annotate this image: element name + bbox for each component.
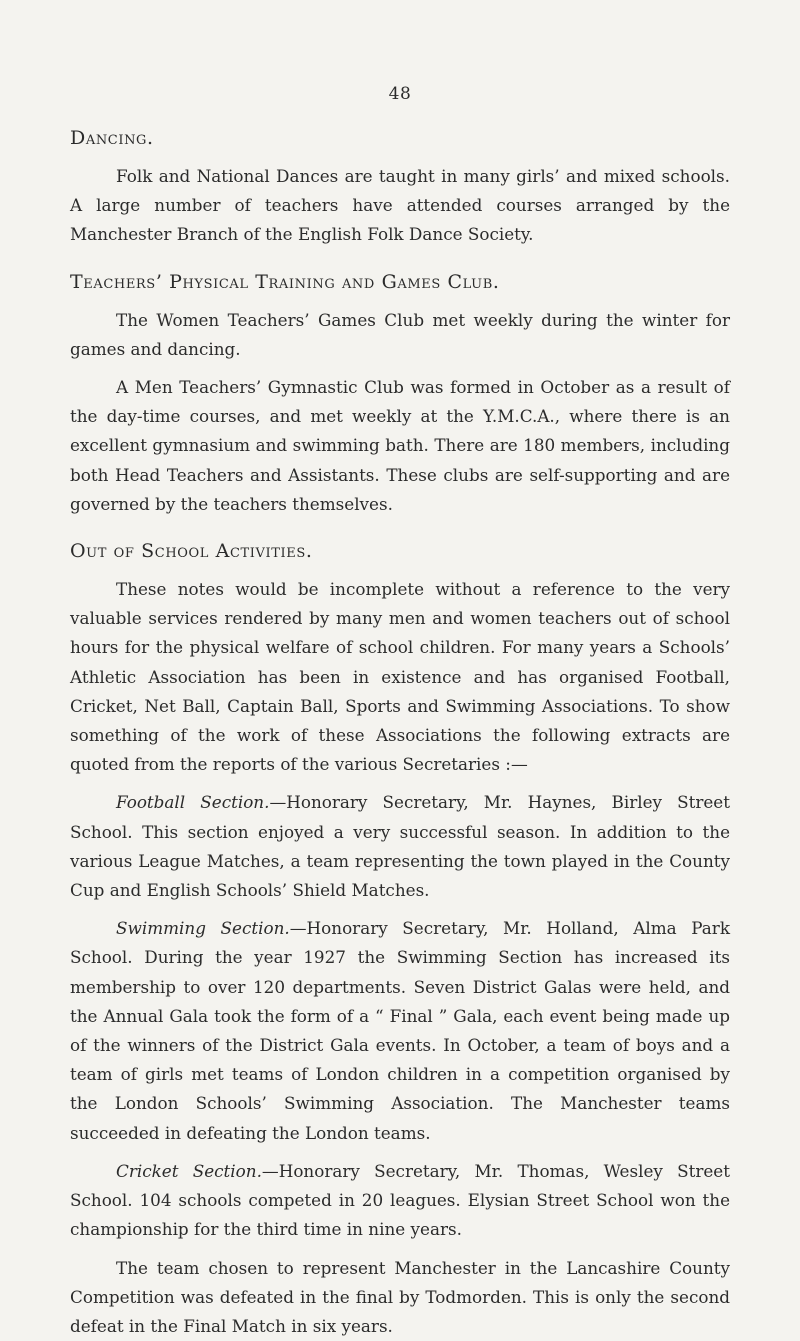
teachers-club-paragraph-2: A Men Teachers’ Gymnastic Club was formed in October as a result of the day-time courses, and met weekly at the Y.M.C.A., where there is an excellent gymnasium and swimming bath. There are 180 members, including both Head Teachers and Assistants. These clubs are self-supporting and are governed by the teachers themselves. bbox=[70, 373, 730, 519]
cricket-section-text: —Honorary Secretary, Mr. Thomas, Wesley Street School. 104 schools competed in 20 leagues. Elysian Street School won the championship for the third time in nine years. bbox=[70, 1161, 730, 1239]
swimming-section-text: —Honorary Secretary, Mr. Holland, Alma Park School. During the year 1927 the Swimming Section has increased its membership to over 120 departments. Seven District Galas were held, and the Annual Gala took the form of a “ Final ” Gala, each event being made up of the winners of the District Gala events. In October, a team of boys and a team of girls met teams of London children in a competition organised by the London Schools’ Swimming Association. The Manchester teams succeeded in defeating the London teams. bbox=[70, 918, 730, 1142]
teachers-club-heading: Teachers’ Physical Training and Games Club. bbox=[70, 268, 730, 296]
swimming-section-paragraph bbox=[70, 914, 730, 1148]
dancing-heading: Dancing. bbox=[70, 124, 730, 152]
cricket-section-paragraph bbox=[70, 1157, 730, 1245]
teachers-club-paragraph-1: The Women Teachers’ Games Club met weekly during the winter for games and dancing. bbox=[70, 306, 730, 364]
football-section-title: Football Section. bbox=[116, 792, 269, 812]
out-of-school-heading: Out of School Activities. bbox=[70, 537, 730, 565]
cricket-section-title: Cricket Section. bbox=[116, 1161, 262, 1181]
football-section-paragraph bbox=[70, 788, 730, 905]
swimming-section-title: Swimming Section. bbox=[116, 918, 290, 938]
closing-paragraph: The team chosen to represent Manchester in the Lancashire County Competition was defeated in the final by Todmorden. This is only the second defeat in the Final Match in six years. bbox=[70, 1254, 730, 1341]
dancing-paragraph: Folk and National Dances are taught in many girls’ and mixed schools. A large number of teachers have attended courses arranged by the Manchester Branch of the English Folk Dance Society. bbox=[70, 162, 730, 250]
football-section-text: —Honorary Secretary, Mr. Haynes, Birley Street School. This section enjoyed a very successful season. In addition to the various League Matches, a team representing the town played in the County Cup and English Schools’ Shield Matches. bbox=[70, 792, 730, 900]
page-body bbox=[70, 124, 730, 1341]
out-of-school-intro: These notes would be incomplete without a reference to the very valuable services rendered by many men and women teachers out of school hours for the physical welfare of school children. For many years a Schools’ Athletic Association has been in existence and has organised Football, Cricket, Net Ball, Captain Ball, Sports and Swimming Associations. To show something of the work of these Associations the following extracts are quoted from the reports of the various Secretaries :— bbox=[70, 575, 730, 779]
page-number: 48 bbox=[0, 84, 800, 104]
